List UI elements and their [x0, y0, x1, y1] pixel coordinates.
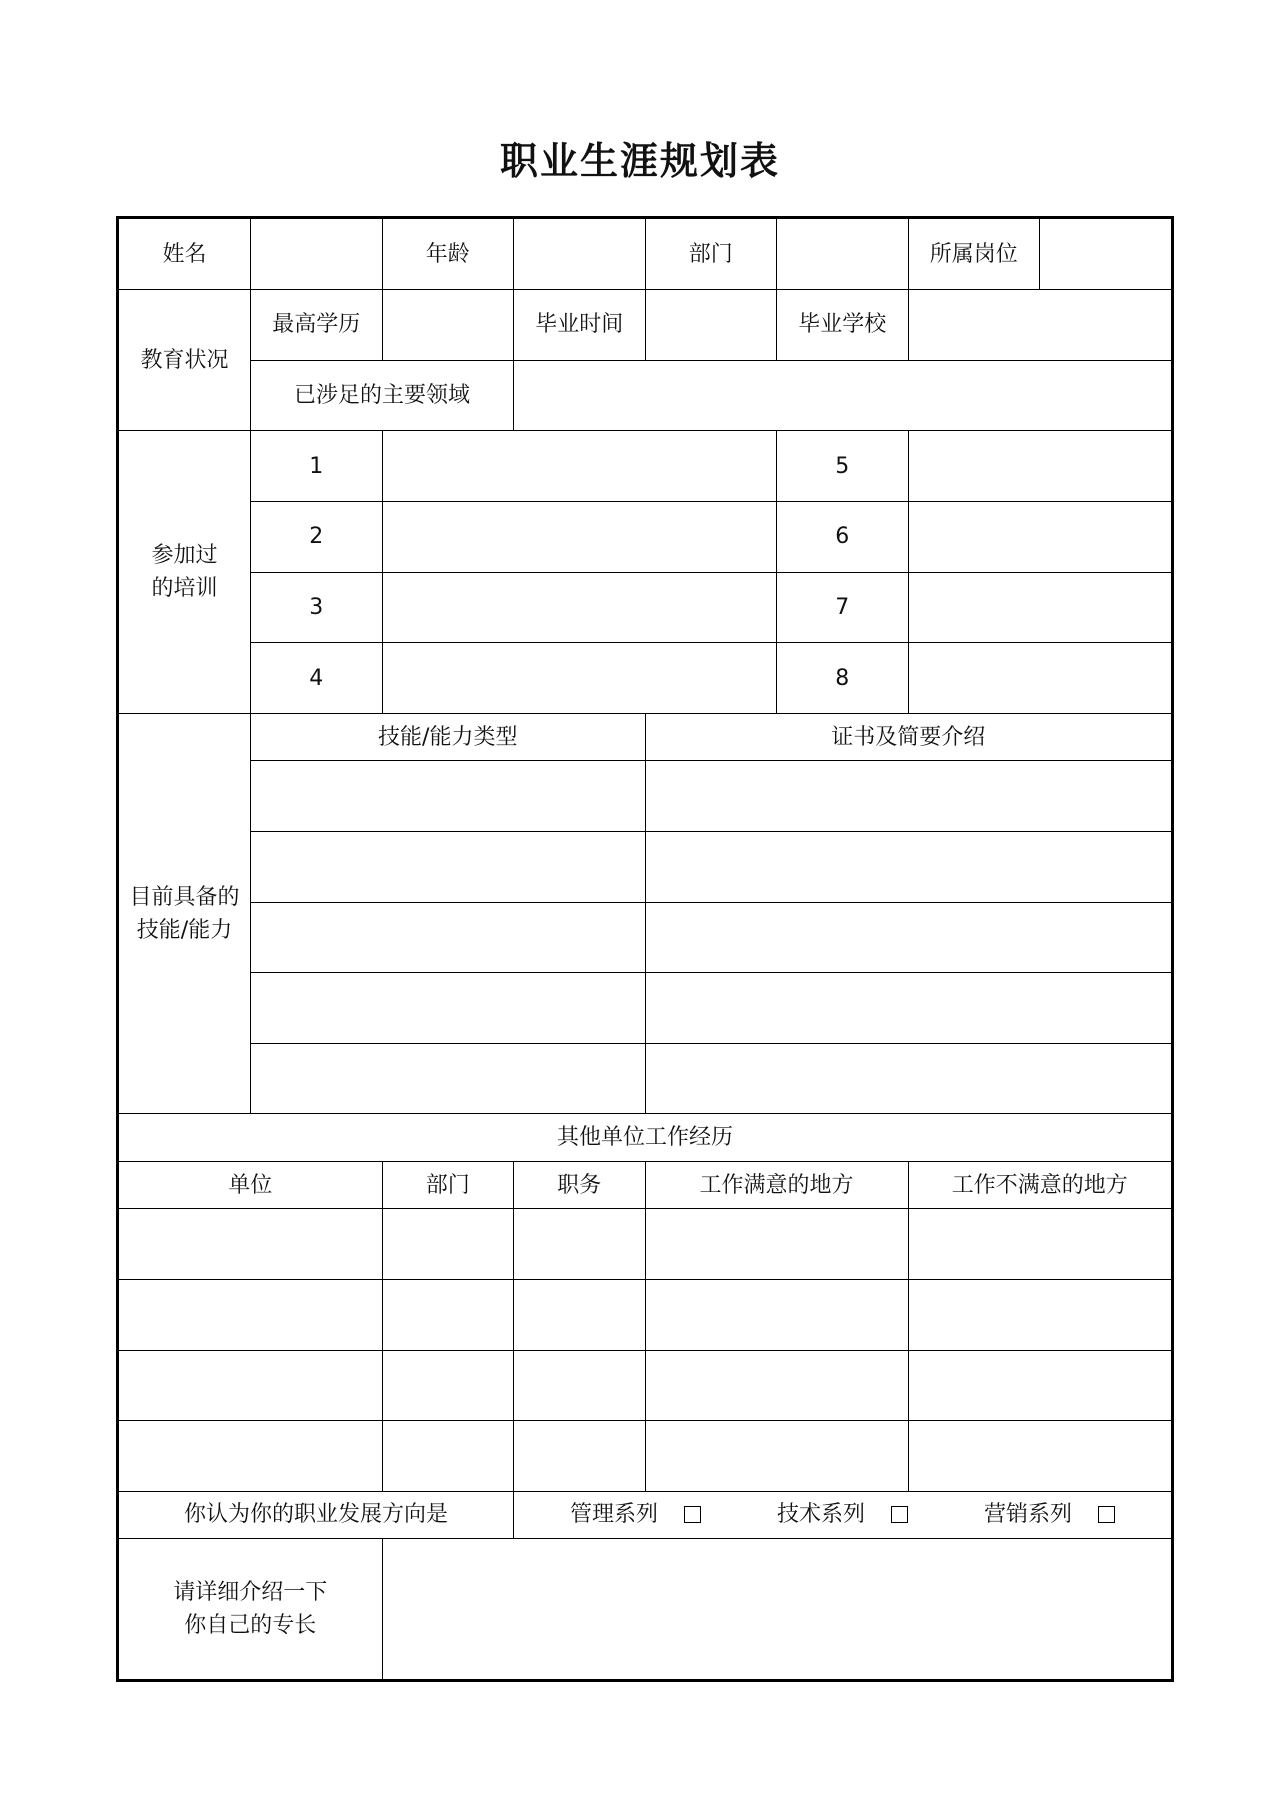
direction-row — [119, 1491, 1171, 1538]
exp-satisfied-field[interactable] — [645, 1350, 908, 1421]
training-row — [119, 502, 1171, 573]
position-label: 所属岗位 — [908, 219, 1040, 290]
exp-dept-field[interactable] — [382, 1209, 514, 1280]
specialty-label — [119, 1539, 382, 1679]
basic-info-row — [119, 219, 1171, 290]
exp-unsatisfied-field[interactable] — [908, 1279, 1171, 1350]
technical-checkbox[interactable] — [891, 1506, 908, 1523]
specialty-label-line2: 你自己的专长 — [184, 1613, 317, 1639]
degree-field[interactable] — [382, 290, 514, 361]
experience-section-title: 其他单位工作经历 — [119, 1114, 1171, 1161]
experience-row — [119, 1421, 1171, 1492]
skills-header-row — [119, 713, 1171, 760]
skills-label-line1: 目前具备的 — [129, 884, 240, 910]
skill-type-header: 技能/能力类型 — [251, 713, 646, 760]
skill-row — [119, 831, 1171, 902]
direction-options — [514, 1491, 1172, 1538]
exp-dept-field[interactable] — [382, 1279, 514, 1350]
skills-label-line2: 技能/能力 — [136, 917, 233, 943]
exp-company-field[interactable] — [119, 1209, 382, 1280]
exp-company-field[interactable] — [119, 1279, 382, 1350]
training-field[interactable] — [908, 643, 1171, 714]
skill-type-field[interactable] — [251, 973, 646, 1044]
exp-unsatisfied-field[interactable] — [908, 1421, 1171, 1492]
cert-field[interactable] — [645, 1043, 1171, 1114]
training-number: 2 — [251, 502, 383, 573]
exp-dept-field[interactable] — [382, 1421, 514, 1492]
skill-type-field[interactable] — [251, 1043, 646, 1114]
training-field[interactable] — [908, 502, 1171, 573]
exp-satisfied-field[interactable] — [645, 1279, 908, 1350]
training-number: 1 — [251, 431, 383, 502]
option-management-label: 管理系列 — [569, 1502, 658, 1528]
direction-options-wrap — [518, 1498, 1167, 1531]
dept-label: 部门 — [645, 219, 777, 290]
skill-type-field[interactable] — [251, 831, 646, 902]
training-field[interactable] — [382, 502, 777, 573]
exp-role-field[interactable] — [514, 1421, 646, 1492]
dept-field[interactable] — [777, 219, 909, 290]
experience-title-row — [119, 1114, 1171, 1161]
exp-header-role: 职务 — [514, 1161, 646, 1208]
management-checkbox[interactable] — [684, 1506, 701, 1523]
name-field[interactable] — [251, 219, 383, 290]
training-number: 5 — [777, 431, 909, 502]
skill-row — [119, 1043, 1171, 1114]
training-label — [119, 431, 251, 714]
training-row — [119, 431, 1171, 502]
option-marketing-label: 营销系列 — [983, 1502, 1072, 1528]
age-field[interactable] — [514, 219, 646, 290]
form-table — [119, 219, 1171, 1679]
training-row — [119, 643, 1171, 714]
school-field[interactable] — [908, 290, 1171, 361]
exp-unsatisfied-field[interactable] — [908, 1350, 1171, 1421]
specialty-row — [119, 1539, 1171, 1679]
school-label: 毕业学校 — [777, 290, 909, 361]
exp-header-satisfied: 工作满意的地方 — [645, 1161, 908, 1208]
skill-type-field[interactable] — [251, 902, 646, 973]
exp-company-field[interactable] — [119, 1350, 382, 1421]
experience-row — [119, 1279, 1171, 1350]
page-title: 职业生涯规划表 — [499, 139, 780, 183]
training-label-line2: 的培训 — [151, 576, 218, 602]
option-technical-label: 技术系列 — [776, 1502, 865, 1528]
training-field[interactable] — [908, 572, 1171, 643]
training-number: 7 — [777, 572, 909, 643]
direction-question: 你认为你的职业发展方向是 — [119, 1491, 514, 1538]
skills-label — [119, 713, 251, 1114]
training-field[interactable] — [382, 643, 777, 714]
cert-field[interactable] — [645, 761, 1171, 832]
specialty-field[interactable] — [382, 1539, 1171, 1679]
exp-company-field[interactable] — [119, 1421, 382, 1492]
position-field[interactable] — [1040, 219, 1172, 290]
training-field[interactable] — [908, 431, 1171, 502]
grad-time-field[interactable] — [645, 290, 777, 361]
option-marketing[interactable] — [984, 1498, 1115, 1531]
exp-role-field[interactable] — [514, 1350, 646, 1421]
training-label-line1: 参加过 — [151, 543, 218, 569]
degree-label: 最高学历 — [251, 290, 383, 361]
grad-time-label: 毕业时间 — [514, 290, 646, 361]
experience-row — [119, 1350, 1171, 1421]
fields-label: 已涉足的主要领域 — [251, 360, 514, 431]
exp-dept-field[interactable] — [382, 1350, 514, 1421]
skill-row — [119, 902, 1171, 973]
training-number: 4 — [251, 643, 383, 714]
cert-field[interactable] — [645, 831, 1171, 902]
marketing-checkbox[interactable] — [1098, 1506, 1115, 1523]
training-row — [119, 572, 1171, 643]
training-field[interactable] — [382, 572, 777, 643]
experience-header-row — [119, 1161, 1171, 1208]
education-row-2 — [119, 360, 1171, 431]
training-number: 3 — [251, 572, 383, 643]
education-row-1 — [119, 290, 1171, 361]
exp-satisfied-field[interactable] — [645, 1209, 908, 1280]
cert-field[interactable] — [645, 973, 1171, 1044]
skill-row — [119, 761, 1171, 832]
experience-row — [119, 1209, 1171, 1280]
exp-header-company: 单位 — [119, 1161, 382, 1208]
exp-role-field[interactable] — [514, 1209, 646, 1280]
skill-type-field[interactable] — [251, 761, 646, 832]
option-technical[interactable] — [777, 1498, 908, 1531]
exp-header-dept: 部门 — [382, 1161, 514, 1208]
exp-unsatisfied-field[interactable] — [908, 1209, 1171, 1280]
specialty-label-line1: 请详细介绍一下 — [173, 1580, 328, 1606]
age-label: 年龄 — [382, 219, 514, 290]
training-number: 8 — [777, 643, 909, 714]
option-management[interactable] — [570, 1498, 701, 1531]
career-plan-form — [116, 216, 1174, 1682]
education-label: 教育状况 — [119, 290, 251, 431]
fields-field[interactable] — [514, 360, 1172, 431]
exp-header-unsatisfied: 工作不满意的地方 — [908, 1161, 1171, 1208]
name-label: 姓名 — [119, 219, 251, 290]
exp-satisfied-field[interactable] — [645, 1421, 908, 1492]
training-number: 6 — [777, 502, 909, 573]
skill-row — [119, 973, 1171, 1044]
exp-role-field[interactable] — [514, 1279, 646, 1350]
training-field[interactable] — [382, 431, 777, 502]
cert-field[interactable] — [645, 902, 1171, 973]
cert-header: 证书及简要介绍 — [645, 713, 1171, 760]
